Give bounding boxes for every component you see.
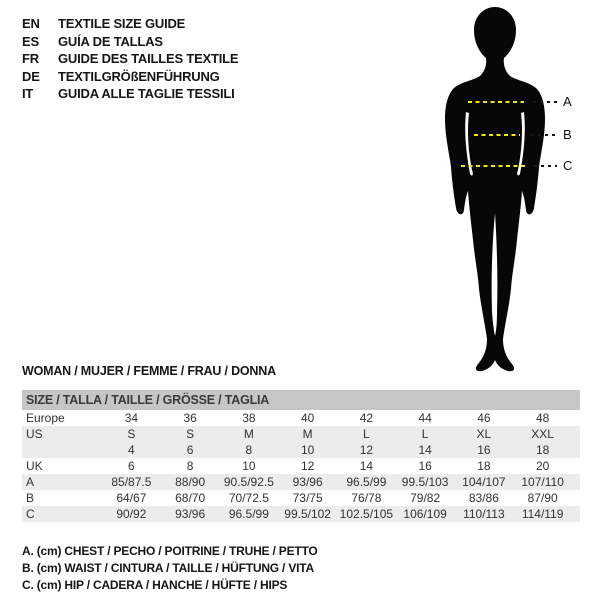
size-cell: 106/109	[403, 507, 447, 521]
size-table	[22, 390, 580, 522]
size-cell: 99.5/103	[401, 475, 449, 489]
size-cell: 104/107	[462, 475, 506, 489]
size-cell: 16	[477, 443, 491, 457]
size-cell: 73/75	[292, 491, 323, 505]
size-cell: 10	[242, 459, 256, 473]
table-group-title: WOMAN / MUJER / FEMME / FRAU / DONNA	[22, 364, 276, 378]
language-header	[22, 15, 238, 103]
size-cell: 90/92	[116, 507, 147, 521]
size-cell: 14	[359, 459, 374, 473]
language-row	[22, 68, 238, 86]
legend-item: C. (cm) HIP / CADERA / HANCHE / HÜFTE / HIPS	[22, 578, 288, 592]
size-cell: 79/82	[410, 491, 441, 505]
size-cell: 14	[418, 443, 432, 457]
language-code: DE	[22, 68, 40, 84]
language-label: GUÍA DE TALLAS	[58, 33, 163, 49]
table-row	[22, 490, 580, 506]
size-cell: 88/90	[175, 475, 206, 489]
size-cell: 70/72.5	[228, 491, 269, 505]
measurement-legend	[22, 543, 318, 594]
size-cell: 110/113	[463, 507, 505, 521]
woman-silhouette-svg	[400, 0, 600, 385]
language-label: TEXTILGRÖßENFÜHRUNG	[58, 68, 220, 84]
language-code: IT	[22, 86, 34, 102]
size-cell: 85/87.5	[111, 475, 152, 489]
size-cell: S	[127, 427, 136, 441]
row-label: Europe	[26, 411, 65, 425]
table-row	[22, 506, 580, 522]
marker-label-a: A	[563, 94, 572, 109]
row-label: US	[26, 427, 43, 441]
size-cell: 102.5/105	[339, 507, 394, 521]
size-cell: 93/96	[292, 475, 323, 489]
table-row	[22, 458, 580, 474]
language-code: EN	[22, 16, 40, 32]
size-cell: 18	[535, 443, 550, 457]
table-row	[22, 474, 580, 490]
size-cell: 4	[128, 443, 135, 457]
size-cell: 64/67	[116, 491, 147, 505]
size-cell: 44	[418, 411, 432, 425]
size-cell: 12	[359, 443, 374, 457]
size-cell: M	[302, 427, 313, 441]
size-cell: 34	[124, 411, 139, 425]
size-cell: 114/119	[521, 507, 564, 521]
size-cell: 48	[535, 411, 550, 425]
size-cell: 8	[186, 459, 194, 473]
row-label: A	[26, 475, 35, 489]
size-cell: 93/96	[175, 507, 206, 521]
language-row	[22, 15, 238, 33]
size-cell: 12	[300, 459, 315, 473]
language-row	[22, 50, 238, 68]
size-cell: 36	[183, 411, 197, 425]
size-cell: 96.5/99	[228, 507, 269, 521]
size-cell: 6	[128, 459, 135, 473]
language-row	[22, 85, 238, 103]
row-label: UK	[26, 459, 43, 473]
size-cell: 40	[300, 411, 315, 425]
size-cell: L	[421, 427, 429, 441]
language-label: GUIDA ALLE TAGLIE TESSILI	[58, 86, 235, 102]
language-code: FR	[22, 51, 39, 67]
size-cell: 10	[300, 443, 315, 457]
size-cell: S	[186, 427, 195, 441]
language-code: ES	[22, 33, 39, 49]
size-cell: 16	[418, 459, 432, 473]
language-label: TEXTILE SIZE GUIDE	[58, 16, 186, 32]
marker-label-c: C	[563, 158, 573, 173]
size-cell: 90.5/92.5	[223, 475, 274, 489]
size-cell: L	[363, 427, 370, 441]
size-cell: 20	[535, 459, 550, 473]
size-cell: 46	[477, 411, 491, 425]
size-cell: 96.5/99	[346, 475, 387, 489]
size-cell: 42	[359, 411, 374, 425]
size-cell: 83/86	[468, 491, 499, 505]
legend-item: A. (cm) CHEST / PECHO / POITRINE / TRUHE / PETTO	[22, 544, 318, 558]
row-label: C	[26, 507, 35, 521]
language-row	[22, 33, 238, 51]
legend-item: B. (cm) WAIST / CINTURA / TAILLE / HÜFTUNG / VITA	[22, 561, 314, 575]
size-cell: 8	[245, 443, 253, 457]
size-cell: M	[243, 427, 254, 441]
body-figure	[400, 0, 600, 385]
row-label: B	[26, 491, 35, 505]
language-label: GUIDE DES TAILLES TEXTILE	[58, 51, 239, 67]
size-cell: XXL	[531, 427, 554, 441]
size-cell: XL	[476, 427, 492, 441]
size-cell: 6	[186, 443, 194, 457]
table-row	[22, 410, 580, 426]
table-row	[22, 442, 580, 458]
size-cell: 68/70	[175, 491, 206, 505]
size-cell: 38	[242, 411, 256, 425]
size-cell: 18	[477, 459, 491, 473]
size-cell: 76/78	[351, 491, 382, 505]
size-cell: 99.5/102	[284, 507, 331, 521]
table-row	[22, 426, 580, 442]
size-table-header: SIZE / TALLA / TAILLE / GRÖSSE / TAGLIA	[22, 390, 580, 410]
marker-label-b: B	[563, 127, 572, 142]
size-cell: 87/90	[527, 491, 558, 505]
size-cell: 107/110	[521, 475, 564, 489]
